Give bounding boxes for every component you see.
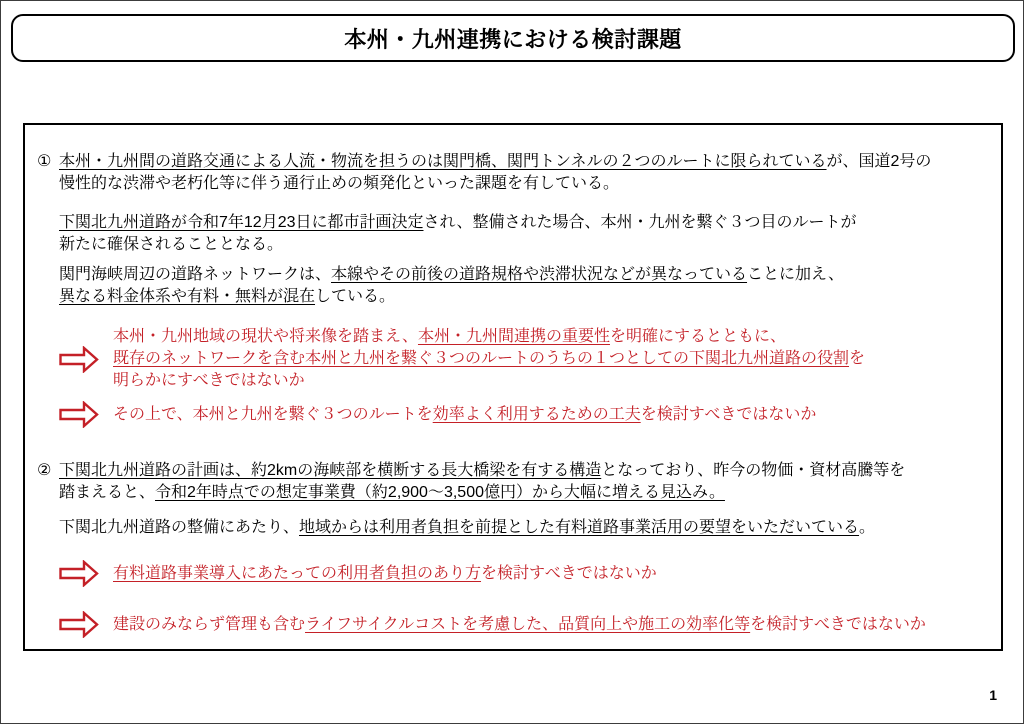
right-arrow-icon: [59, 560, 99, 587]
text-line: 有料道路事業導入にあたっての利用者負担のあり方を検討すべきではないか: [113, 564, 657, 582]
recommendation-item: [59, 560, 987, 587]
content-box: [23, 123, 1003, 651]
right-arrow-icon: [59, 346, 99, 373]
issue-paragraph: [37, 151, 987, 195]
text-line: 建設のみならず管理も含むライフサイクルコストを考慮した、品質向上や施工の効率化等を検討すべきではないか: [113, 615, 926, 633]
issue-text: [59, 212, 856, 256]
item-number: ①: [37, 153, 52, 170]
recommendation-item: [59, 326, 987, 392]
text-line: 下関北九州道路の整備にあたり、地域からは利用者負担を前提とした有料道路事業活用の要望をいただいている。: [59, 519, 876, 536]
item-number: ②: [37, 462, 52, 479]
right-arrow-icon: [59, 611, 99, 638]
text-line: その上で、本州と九州を繋ぐ３つのルートを効率よく利用するための工夫を検討すべきではないか: [113, 405, 817, 423]
recommendation-text: [113, 563, 657, 585]
text-line: 関門海峡周辺の道路ネットワークは、本線やその前後の道路規格や渋滞状況などが異なっていることに加え、: [59, 266, 844, 283]
text-line: 下関北九州道路が令和7年12月23日に都市計画決定され、整備された場合、本州・九州を繋ぐ３つ目のルートが: [59, 214, 857, 231]
recommendation-text: [113, 614, 926, 636]
title-box: [11, 14, 1015, 62]
text-line: 慢性的な渋滞や老朽化等に伴う通行止めの頻発化といった課題を有している。: [59, 175, 620, 192]
text-line: 踏まえると、令和2年時点での想定事業費（約2,900～3,500億円）から大幅に増える見込み。: [59, 484, 725, 501]
text-line: 明らかにすべきではないか: [113, 372, 305, 389]
issue-paragraph: [59, 212, 987, 256]
issue-paragraph: [59, 264, 987, 308]
text-line: 下関北九州道路の計画は、約2kmの海峡部を横断する長大橋梁を有する構造となっており、昨今の物価・資材高騰等を: [59, 462, 906, 479]
issue-text: [59, 460, 905, 504]
text-line: 本州・九州間の道路交通による人流・物流を担うのは関門橋、関門トンネルの２つのルートに限られているが、国道2号の: [59, 153, 932, 170]
text-line: 新たに確保されることとなる。: [59, 236, 284, 253]
issue-text: [59, 517, 875, 539]
text-line: 本州・九州地域の現状や将来像を踏まえ、本州・九州間連携の重要性を明確にするとともに、: [113, 328, 786, 345]
page-number: 1: [989, 687, 997, 703]
recommendation-text: [113, 326, 865, 392]
issue-text: [59, 264, 844, 308]
text-line: 異なる料金体系や有料・無料が混在している。: [59, 288, 396, 305]
issue-paragraph: [59, 517, 987, 539]
recommendation-text: [113, 404, 816, 426]
recommendation-item: [59, 401, 987, 428]
issue-text: [59, 151, 931, 195]
page-title: 本州・九州連携における検討課題: [344, 26, 682, 52]
text-line: 既存のネットワークを含む本州と九州を繋ぐ３つのルートのうちの１つとしての下関北九州道路の役割を: [113, 350, 866, 367]
right-arrow-icon: [59, 401, 99, 428]
issue-paragraph: [37, 460, 987, 504]
recommendation-item: [59, 611, 987, 638]
